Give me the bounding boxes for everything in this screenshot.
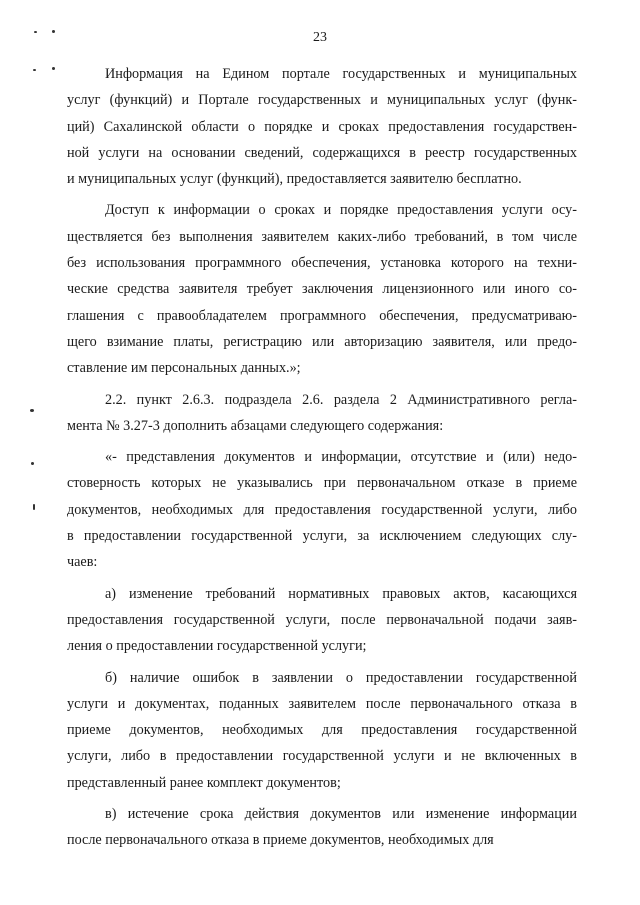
text-line: после первоначального отказа в приеме документов, необходимых для <box>67 832 494 849</box>
paragraph <box>67 444 577 575</box>
text-line: услуги и документах, поданных заявителем после первоначального отказа в <box>67 695 577 712</box>
text-line: приеме документов, необходимых для предоставления государственной <box>67 722 577 739</box>
document-body <box>67 61 577 854</box>
text-line: представленный ранее комплект документов; <box>67 774 341 791</box>
text-line: ставление им персональных данных.»; <box>67 360 301 377</box>
paragraph <box>67 665 577 796</box>
text-line: мента № 3.27-3 дополнить абзацами следующего содержания: <box>67 417 444 434</box>
paragraph <box>67 61 577 192</box>
text-line: чаев: <box>67 554 98 571</box>
text-line: документов, необходимых для предоставления государственной услуги, либо <box>67 501 577 518</box>
text-line: без использования программного обеспечения, установка которого на техни- <box>67 255 577 272</box>
text-line: а) изменение требований нормативных правовых актов, касающихся <box>105 585 577 602</box>
text-line: глашения с правообладателем программного обеспечения, предусматриваю- <box>67 307 577 324</box>
scan-speck <box>31 462 34 465</box>
paragraph <box>67 197 577 381</box>
text-line: ций) Сахалинской области о порядке и сроках предоставления государствен- <box>67 118 577 135</box>
text-line: щего взимание платы, регистрацию или авторизацию заявителя, или предо- <box>67 333 577 350</box>
text-line: в) истечение срока действия документов или изменение информации <box>105 806 577 823</box>
paragraph <box>67 801 577 854</box>
text-line: ления о предоставлении государственной услуги; <box>67 638 367 655</box>
text-line: Информация на Едином портале государственных и муниципальных <box>105 66 577 82</box>
text-line: ческие средства заявителя требует заключения лицензионного или иного со- <box>67 281 577 298</box>
text-line: б) наличие ошибок в заявлении о предоставлении государственной <box>105 669 577 686</box>
text-line: Доступ к информации о сроках и порядке предоставления услуги осу- <box>105 202 577 219</box>
scan-speck <box>33 504 35 510</box>
text-line: и муниципальных услуг (функций), предоставляется заявителю бесплатно. <box>67 171 522 188</box>
text-line: услуг (функций) и Портале государственных и муниципальных услуг (функ- <box>67 92 577 109</box>
page-number: 23 <box>313 30 327 45</box>
text-line: в предоставлении государственной услуги, за исключением следующих слу- <box>67 528 577 545</box>
text-line: ной услуги на основании сведений, содержащихся в реестр государственных <box>67 144 577 161</box>
text-line: 2.2. пункт 2.6.3. подраздела 2.6. раздела 2 Административного регла- <box>105 391 577 408</box>
text-line: ществляется без выполнения заявителем каких-либо требований, в том числе <box>67 228 577 245</box>
text-line: стоверность которых не указывались при первоначальном отказе в приеме <box>67 475 577 492</box>
text-line: «- представления документов и информации, отсутствие и (или) недо- <box>105 449 577 466</box>
text-line: услуги, либо в предоставлении государственной услуги и не включенных в <box>67 748 577 765</box>
paragraph <box>67 387 577 440</box>
text-line: предоставления государственной услуги, после первоначальной подачи заяв- <box>67 611 577 628</box>
scan-speck <box>30 409 34 412</box>
paragraph <box>67 581 577 660</box>
scan-speck <box>52 67 55 70</box>
scan-speck <box>33 69 36 71</box>
